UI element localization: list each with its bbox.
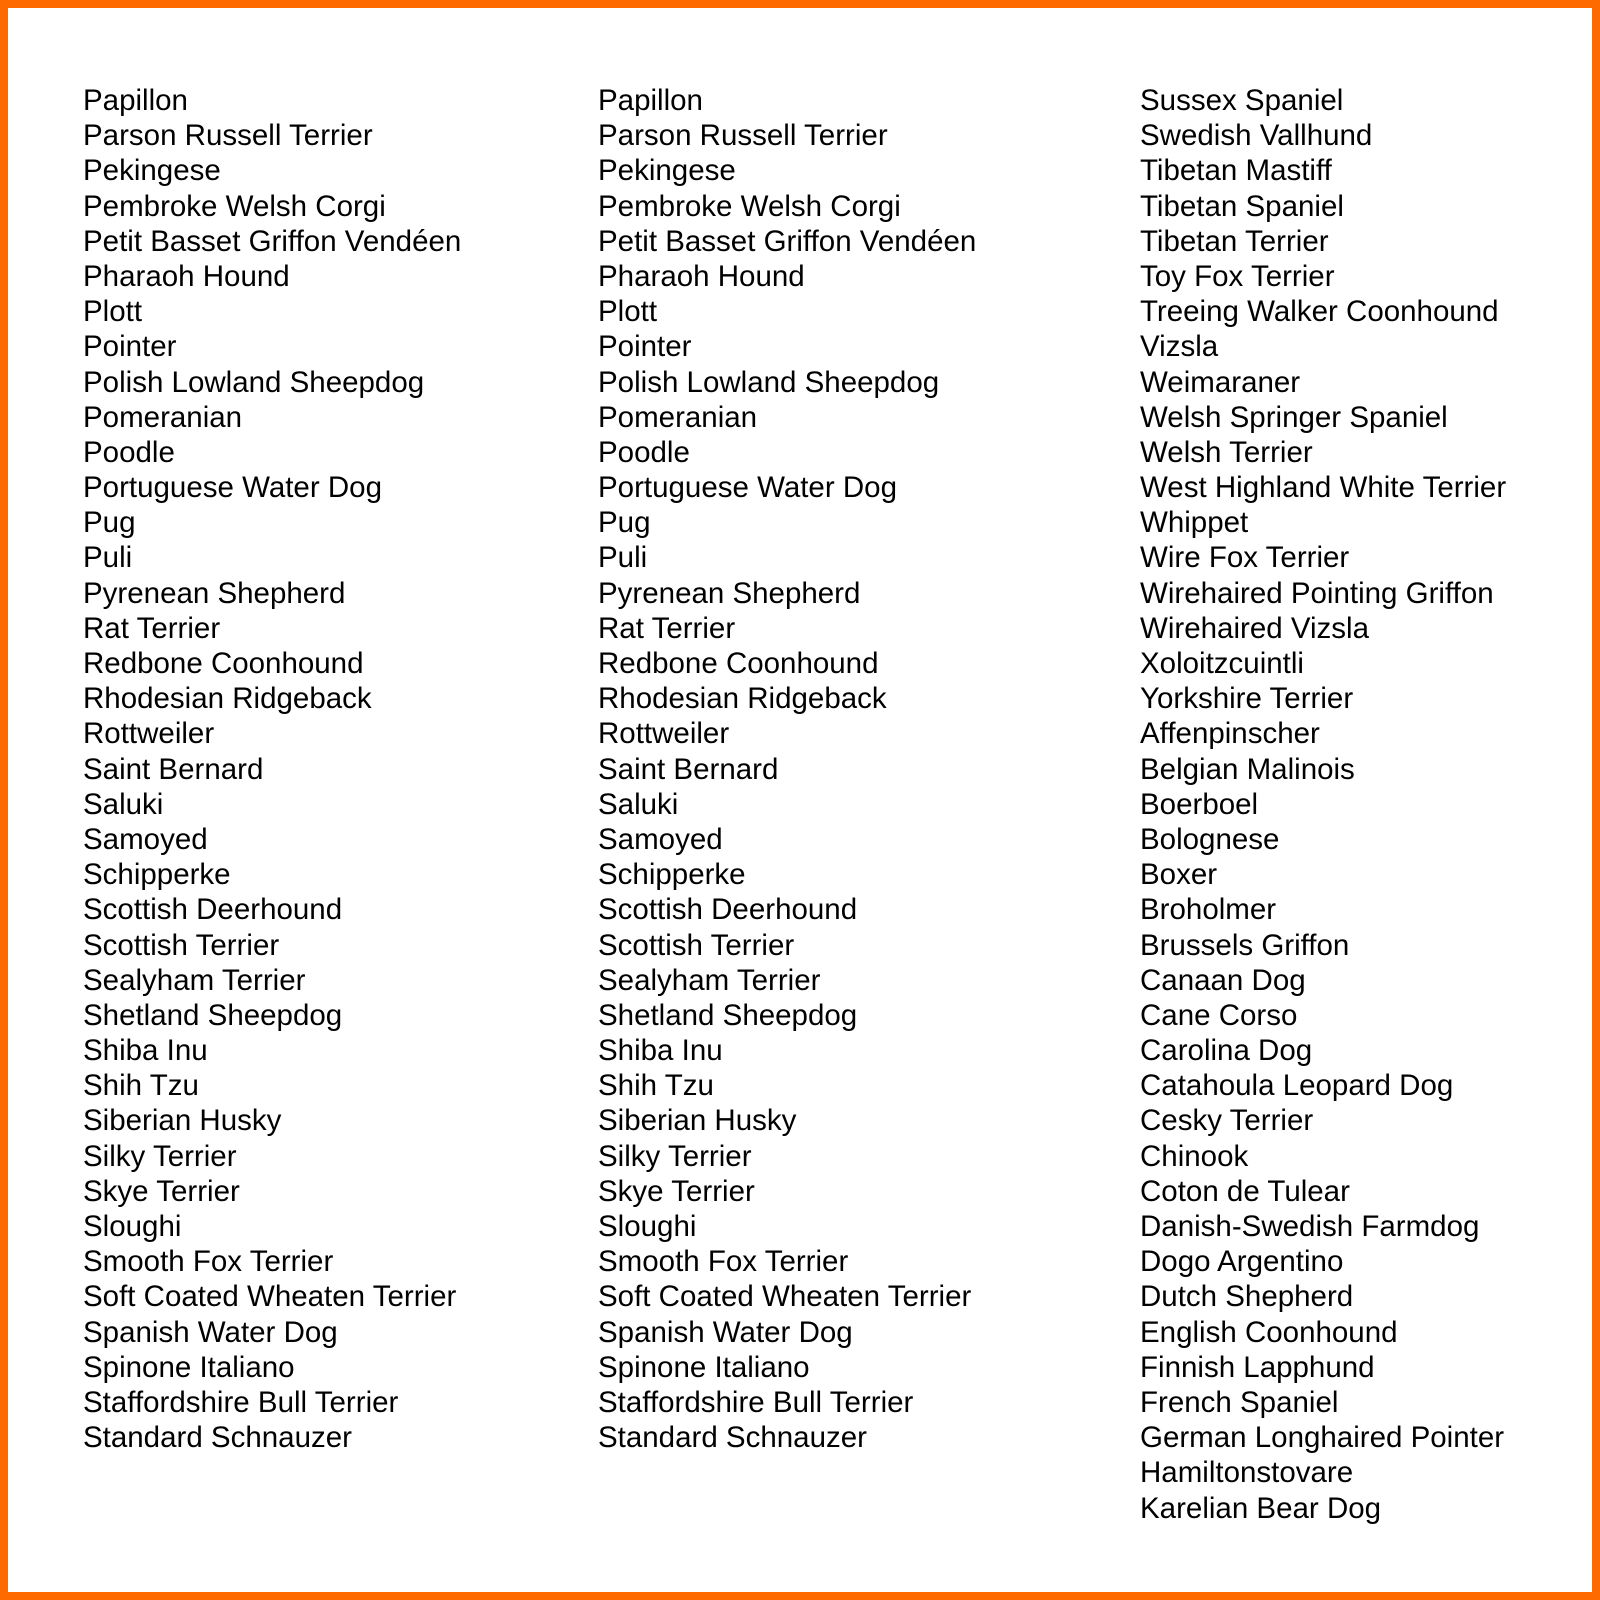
- breed-list-item: Saint Bernard: [598, 752, 779, 786]
- breed-list-item: Tibetan Mastiff: [1140, 154, 1332, 188]
- breed-list-item: Shiba Inu: [598, 1034, 723, 1068]
- breed-list-item: Puli: [598, 541, 648, 575]
- breed-list-item: Wirehaired Pointing Griffon: [1140, 576, 1494, 610]
- breed-list-item: Papillon: [598, 84, 703, 117]
- breed-list-item: Shih Tzu: [83, 1069, 199, 1103]
- breed-list-item: Chinook: [1140, 1139, 1249, 1173]
- breed-list-item: Soft Coated Wheaten Terrier: [83, 1280, 457, 1314]
- breed-list-item: Wire Fox Terrier: [1140, 541, 1350, 575]
- breed-list-item: Shiba Inu: [83, 1034, 208, 1068]
- breed-list-item: Staffordshire Bull Terrier: [83, 1385, 399, 1419]
- breed-list-item: Welsh Terrier: [1140, 435, 1313, 469]
- breed-list-item: Samoyed: [598, 822, 723, 856]
- breed-list-item: Smooth Fox Terrier: [598, 1245, 849, 1279]
- breed-list-item: Siberian Husky: [83, 1104, 282, 1138]
- breed-list-item: Silky Terrier: [598, 1139, 752, 1173]
- breed-list-item: Broholmer: [1140, 893, 1277, 927]
- breed-list-item: Skye Terrier: [83, 1174, 240, 1208]
- breed-list-item: Dogo Argentino: [1140, 1245, 1344, 1279]
- breed-list-item: Pomeranian: [598, 400, 758, 434]
- breed-list-item: Poodle: [598, 435, 690, 469]
- breed-list-item: Redbone Coonhound: [83, 647, 364, 680]
- breed-list-item: Pembroke Welsh Corgi: [83, 189, 386, 223]
- breed-list-item: Shih Tzu: [598, 1069, 714, 1103]
- breed-list-item: Whippet: [1140, 506, 1249, 540]
- breed-list-item: Coton de Tulear: [1140, 1174, 1350, 1208]
- breed-list-item: West Highland White Terrier: [1140, 471, 1507, 505]
- breed-list-item: Rottweiler: [83, 717, 215, 751]
- breed-list-item: Pekingese: [598, 154, 736, 188]
- breed-list-item: Redbone Coonhound: [598, 647, 879, 680]
- breed-list-item: Parson Russell Terrier: [598, 119, 888, 153]
- breed-list-item: Affenpinscher: [1140, 717, 1320, 751]
- breed-list-item: Spanish Water Dog: [598, 1315, 853, 1349]
- breed-list-item: Brussels Griffon: [1140, 928, 1350, 962]
- breed-list-item: Weimaraner: [1140, 365, 1301, 399]
- breed-list-item: Polish Lowland Sheepdog: [83, 365, 425, 399]
- breed-column-1: [83, 83, 461, 1455]
- breed-list-item: Saint Bernard: [83, 752, 264, 786]
- breed-list-item: Samoyed: [83, 822, 208, 856]
- breed-list-item: Sloughi: [598, 1210, 697, 1243]
- breed-list-item: Pharaoh Hound: [598, 259, 805, 293]
- breed-list-item: Puli: [83, 541, 133, 575]
- breed-list-item: Parson Russell Terrier: [83, 119, 373, 153]
- breed-list-item: Spinone Italiano: [598, 1350, 810, 1384]
- breed-list-item: Soft Coated Wheaten Terrier: [598, 1280, 972, 1314]
- breed-list-item: Saluki: [598, 787, 679, 821]
- breed-list-item: Sloughi: [83, 1210, 182, 1243]
- breed-list-item: Shetland Sheepdog: [83, 998, 343, 1032]
- breed-list-item: Sealyham Terrier: [83, 963, 306, 997]
- breed-list-item: Skye Terrier: [598, 1174, 755, 1208]
- breed-list-item: Pyrenean Shepherd: [83, 576, 346, 610]
- breed-list-item: Petit Basset Griffon Vendéen: [83, 224, 462, 258]
- breed-list-item: Cesky Terrier: [1140, 1104, 1314, 1138]
- breed-list-item: Shetland Sheepdog: [598, 998, 858, 1032]
- breed-list-item: Canaan Dog: [1140, 963, 1306, 997]
- breed-list-item: Plott: [598, 295, 658, 329]
- breed-list-item: Pharaoh Hound: [83, 259, 290, 293]
- breed-list-item: Pointer: [83, 330, 177, 364]
- breed-list-item: Rottweiler: [598, 717, 730, 751]
- breed-list-item: Boxer: [1140, 858, 1218, 892]
- breed-list-item: Belgian Malinois: [1140, 752, 1355, 786]
- breed-list-item: Bolognese: [1140, 822, 1280, 856]
- breed-list-item: Papillon: [83, 84, 188, 117]
- breed-list-item: French Spaniel: [1140, 1385, 1339, 1419]
- breed-list-item: Standard Schnauzer: [598, 1421, 867, 1455]
- breed-list-item: Scottish Terrier: [598, 928, 795, 962]
- breed-list-item: Carolina Dog: [1140, 1034, 1313, 1068]
- breed-list-item: Yorkshire Terrier: [1140, 682, 1354, 716]
- breed-list-item: Welsh Springer Spaniel: [1140, 400, 1448, 434]
- breed-list-item: Xoloitzcuintli: [1140, 647, 1304, 680]
- breed-list-item: Polish Lowland Sheepdog: [598, 365, 940, 399]
- breed-list-item: Spinone Italiano: [83, 1350, 295, 1384]
- breed-list-item: Scottish Deerhound: [83, 893, 343, 927]
- breed-list-item: Siberian Husky: [598, 1104, 797, 1138]
- breed-list-item: Schipperke: [598, 858, 746, 892]
- breed-list-item: Pekingese: [83, 154, 221, 188]
- breed-list-item: Saluki: [83, 787, 164, 821]
- breed-list-item: Pembroke Welsh Corgi: [598, 189, 901, 223]
- breed-list-item: Scottish Deerhound: [598, 893, 858, 927]
- breed-list-item: Toy Fox Terrier: [1140, 259, 1335, 293]
- breed-list-item: Schipperke: [83, 858, 231, 892]
- breed-list-item: Wirehaired Vizsla: [1140, 611, 1369, 645]
- breed-list-item: Rat Terrier: [83, 611, 221, 645]
- breed-list-item: Pug: [598, 506, 651, 540]
- breed-list-item: Pomeranian: [83, 400, 243, 434]
- breed-list-item: Silky Terrier: [83, 1139, 237, 1173]
- breed-list-item: Karelian Bear Dog: [1140, 1491, 1382, 1525]
- breed-list-item: Swedish Vallhund: [1140, 119, 1373, 153]
- breed-list-item: Plott: [83, 295, 143, 329]
- breed-list-item: Vizsla: [1140, 330, 1219, 364]
- breed-list-item: Rhodesian Ridgeback: [598, 682, 887, 716]
- breed-list-item: English Coonhound: [1140, 1315, 1398, 1349]
- breed-list-item: Hamiltonstovare: [1140, 1456, 1354, 1490]
- breed-list-item: Tibetan Spaniel: [1140, 189, 1344, 223]
- breed-column-3: [1140, 83, 1506, 1526]
- breed-list-item: Scottish Terrier: [83, 928, 280, 962]
- breed-list-item: Sealyham Terrier: [598, 963, 821, 997]
- breed-list-item: Staffordshire Bull Terrier: [598, 1385, 914, 1419]
- breed-list-item: Pyrenean Shepherd: [598, 576, 861, 610]
- breed-list-item: Rat Terrier: [598, 611, 736, 645]
- breed-list-item: Smooth Fox Terrier: [83, 1245, 334, 1279]
- breed-list-item: Cane Corso: [1140, 998, 1298, 1032]
- breed-list-item: Rhodesian Ridgeback: [83, 682, 372, 716]
- breed-list-item: Petit Basset Griffon Vendéen: [598, 224, 977, 258]
- breed-list-item: Boerboel: [1140, 787, 1259, 821]
- breed-list-item: Finnish Lapphund: [1140, 1350, 1375, 1384]
- breed-list-item: Portuguese Water Dog: [83, 471, 382, 505]
- breed-list-item: German Longhaired Pointer: [1140, 1421, 1505, 1455]
- breed-list-item: Tibetan Terrier: [1140, 224, 1329, 258]
- breed-list-item: Sussex Spaniel: [1140, 84, 1344, 117]
- breed-list-item: Dutch Shepherd: [1140, 1280, 1354, 1314]
- breed-list-item: Danish-Swedish Farmdog: [1140, 1210, 1480, 1243]
- breed-list-item: Catahoula Leopard Dog: [1140, 1069, 1454, 1103]
- breed-column-2: [598, 83, 976, 1455]
- breed-list-item: Pug: [83, 506, 136, 540]
- breed-list-item: Portuguese Water Dog: [598, 471, 897, 505]
- breed-list-item: Spanish Water Dog: [83, 1315, 338, 1349]
- breed-list-item: Pointer: [598, 330, 692, 364]
- breed-list-item: Poodle: [83, 435, 175, 469]
- breed-list-item: Treeing Walker Coonhound: [1140, 295, 1499, 329]
- breed-list-item: Standard Schnauzer: [83, 1421, 352, 1455]
